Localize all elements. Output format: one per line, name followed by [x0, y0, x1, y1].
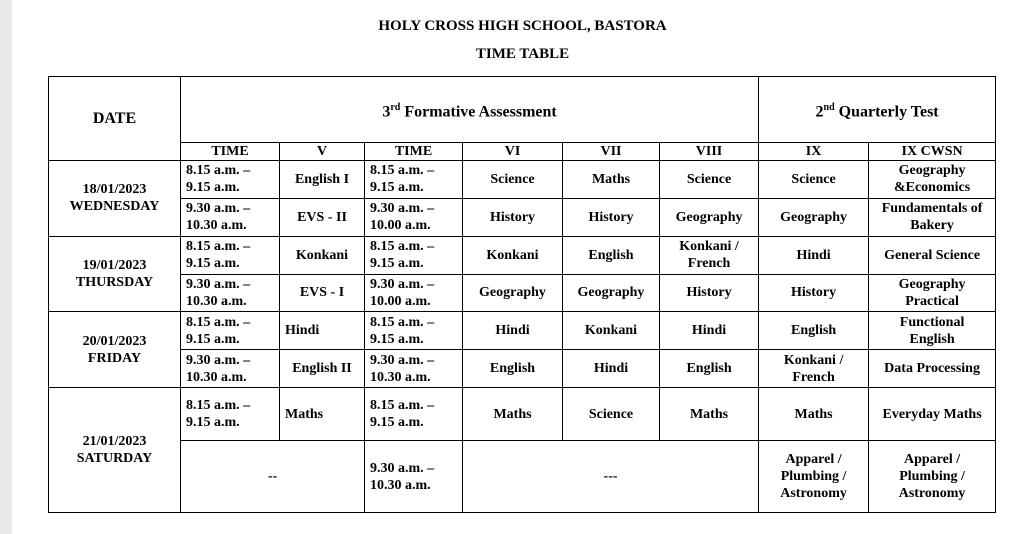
- subject-cell: Konkani: [280, 236, 365, 274]
- table-row: [49, 441, 996, 513]
- subject-cell: Maths: [280, 388, 365, 441]
- time-cell: 9.30 a.m. – 10.30 a.m.: [181, 350, 280, 388]
- table-row: [49, 274, 996, 312]
- date-cell: 20/01/2023 FRIDAY: [49, 312, 181, 388]
- subject-cell: Apparel / Plumbing / Astronomy: [759, 441, 869, 513]
- subject-cell: English: [660, 350, 759, 388]
- header-time-2: TIME: [365, 142, 463, 160]
- subject-cell: Everyday Maths: [869, 388, 996, 441]
- time-cell: 9.30 a.m. – 10.30 a.m.: [181, 198, 280, 236]
- subject-cell: Maths: [660, 388, 759, 441]
- subject-cell: EVS - I: [280, 274, 365, 312]
- subject-cell: General Science: [869, 236, 996, 274]
- time-cell: 9.30 a.m. – 10.00 a.m.: [365, 274, 463, 312]
- time-cell: 8.15 a.m. – 9.15 a.m.: [365, 388, 463, 441]
- header-class-vii: VII: [563, 142, 660, 160]
- subject-cell: English: [759, 312, 869, 350]
- table-row: [49, 198, 996, 236]
- subject-cell: Konkani: [463, 236, 563, 274]
- table-row: [49, 236, 996, 274]
- subject-cell: Science: [463, 160, 563, 198]
- subject-cell: Hindi: [280, 312, 365, 350]
- no-exam-cell: ---: [463, 441, 759, 513]
- no-exam-cell: --: [181, 441, 365, 513]
- header-time-1: TIME: [181, 142, 280, 160]
- header-class-viii: VIII: [660, 142, 759, 160]
- subject-cell: Hindi: [463, 312, 563, 350]
- subject-cell: Hindi: [759, 236, 869, 274]
- subject-cell: Data Processing: [869, 350, 996, 388]
- table-row: [49, 388, 996, 441]
- subject-cell: Maths: [759, 388, 869, 441]
- date-cell: 18/01/2023 WEDNESDAY: [49, 160, 181, 236]
- header-formative-assessment: 3rd Formative Assessment: [181, 77, 759, 143]
- subject-cell: Geography Practical: [869, 274, 996, 312]
- subject-cell: History: [463, 198, 563, 236]
- subject-cell: Geography: [759, 198, 869, 236]
- school-name: HOLY CROSS HIGH SCHOOL, BASTORA: [378, 18, 667, 34]
- subject-cell: Science: [759, 160, 869, 198]
- time-cell: 8.15 a.m. – 9.15 a.m.: [365, 236, 463, 274]
- time-cell: 9.30 a.m. – 10.30 a.m.: [365, 441, 463, 513]
- header-quarterly-test: 2nd Quarterly Test: [759, 77, 996, 143]
- subject-cell: English I: [280, 160, 365, 198]
- subject-cell: Konkani / French: [759, 350, 869, 388]
- subject-cell: Geography: [660, 198, 759, 236]
- timetable: [48, 76, 996, 513]
- subject-cell: EVS - II: [280, 198, 365, 236]
- subject-cell: Konkani: [563, 312, 660, 350]
- subject-cell: Science: [660, 160, 759, 198]
- table-row: [49, 350, 996, 388]
- table-row: [49, 312, 996, 350]
- subject-cell: Science: [563, 388, 660, 441]
- subject-cell: History: [563, 198, 660, 236]
- time-cell: 8.15 a.m. – 9.15 a.m.: [365, 160, 463, 198]
- date-cell: 21/01/2023 SATURDAY: [49, 388, 181, 513]
- subject-cell: English: [463, 350, 563, 388]
- header-class-ix-cwsn: IX CWSN: [869, 142, 996, 160]
- time-cell: 9.30 a.m. – 10.00 a.m.: [365, 198, 463, 236]
- subject-cell: History: [759, 274, 869, 312]
- subject-cell: Hindi: [563, 350, 660, 388]
- subject-cell: Hindi: [660, 312, 759, 350]
- subject-cell: Functional English: [869, 312, 996, 350]
- subject-cell: History: [660, 274, 759, 312]
- subject-cell: English II: [280, 350, 365, 388]
- header-class-ix: IX: [759, 142, 869, 160]
- subject-cell: Maths: [463, 388, 563, 441]
- subject-cell: Maths: [563, 160, 660, 198]
- time-cell: 8.15 a.m. – 9.15 a.m.: [181, 160, 280, 198]
- subject-cell: Apparel / Plumbing / Astronomy: [869, 441, 996, 513]
- subject-cell: Geography: [463, 274, 563, 312]
- subject-cell: Fundamentals of Bakery: [869, 198, 996, 236]
- time-cell: 8.15 a.m. – 9.15 a.m.: [181, 312, 280, 350]
- subject-cell: Konkani / French: [660, 236, 759, 274]
- document-title: TIME TABLE: [475, 46, 570, 62]
- subject-cell: Geography &Economics: [869, 160, 996, 198]
- header-date: DATE: [49, 77, 181, 161]
- date-cell: 19/01/2023 THURSDAY: [49, 236, 181, 312]
- time-cell: 8.15 a.m. – 9.15 a.m.: [181, 236, 280, 274]
- subject-cell: Geography: [563, 274, 660, 312]
- time-cell: 9.30 a.m. – 10.30 a.m.: [181, 274, 280, 312]
- header-class-vi: VI: [463, 142, 563, 160]
- time-cell: 8.15 a.m. – 9.15 a.m.: [181, 388, 280, 441]
- header-class-v: V: [280, 142, 365, 160]
- time-cell: 9.30 a.m. – 10.30 a.m.: [365, 350, 463, 388]
- table-row: [49, 160, 996, 198]
- subject-cell: English: [563, 236, 660, 274]
- page-edge: [0, 0, 12, 534]
- time-cell: 8.15 a.m. – 9.15 a.m.: [365, 312, 463, 350]
